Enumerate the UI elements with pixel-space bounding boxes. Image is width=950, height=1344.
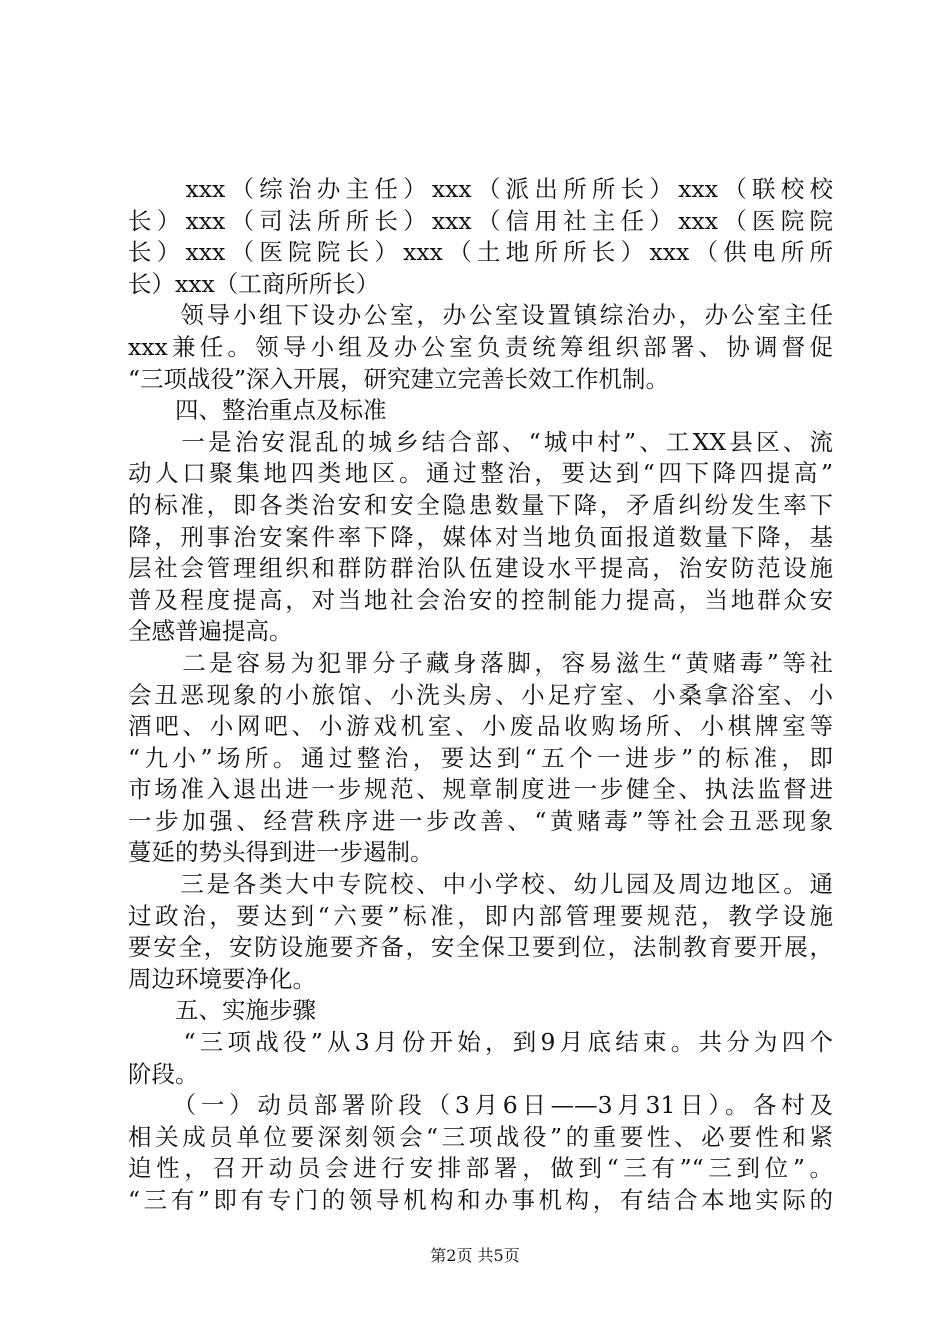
- text-line: “三项战役”从3月份开始，到9月底结束。共分为四个: [128, 1028, 833, 1057]
- text-line: 降，刑事治安案件率下降，媒体对当地负面报道数量下降，基: [128, 522, 833, 551]
- text-line: “九小”场所。通过整治，要达到“五个一进步”的标准，即: [128, 743, 833, 772]
- document-body: [128, 174, 833, 1217]
- text-line: 领导小组下设办公室，办公室设置镇综治办，办公室主任: [128, 301, 833, 330]
- text-line: 市场准入退出进一步规范、规章制度进一步健全、执法监督进: [128, 775, 833, 804]
- text-line: xxx（综治办主任）xxx（派出所所长）xxx（联校校: [128, 175, 833, 203]
- text-line: 要安全，安防设施要齐备，安全保卫要到位，法制教育要开展，: [128, 933, 833, 962]
- text-line: 一是治安混乱的城乡结合部、“城中村”、工XX县区、流: [128, 427, 833, 456]
- text-line: 普及程度提高，对当地社会治安的控制能力提高，当地群众安: [128, 585, 833, 614]
- text-line: 动人口聚集地四类地区。通过整治，要达到“四下降四提高”: [128, 459, 833, 488]
- text-line: 酒吧、小网吧、小游戏机室、小废品收购场所、小棋牌室等: [128, 712, 833, 741]
- text-line: 五、实施步骤: [128, 996, 316, 1025]
- text-line: 会丑恶现象的小旅馆、小洗头房、小足疗室、小桑拿浴室、小: [128, 680, 833, 709]
- text-line: 周边环境要净化。: [128, 964, 316, 993]
- text-line: 过政治，要达到“六要”标准，即内部管理要规范，教学设施: [128, 901, 833, 930]
- text-line: 的标准，即各类治安和安全隐患数量下降，矛盾纠纷发生率下: [128, 490, 833, 519]
- text-line: （一）动员部署阶段（3月6日——3月31日）。各村及: [128, 1091, 833, 1120]
- text-line: 阶段。: [128, 1059, 199, 1088]
- text-line: 三是各类大中专院校、中小学校、幼儿园及周边地区。通: [128, 870, 833, 899]
- text-line: xxx兼任。领导小组及办公室负责统筹组织部署、协调督促: [128, 332, 833, 361]
- text-line: 长）xxx（工商所所长）: [128, 269, 380, 298]
- text-line: 长）xxx（医院院长）xxx（土地所所长）xxx（供电所所: [128, 238, 833, 267]
- text-line: 层社会管理组织和群防群治队伍建设水平提高，治安防范设施: [128, 554, 833, 583]
- text-line: “三有”即有专门的领导机构和办事机构，有结合本地实际的: [128, 1186, 833, 1214]
- text-line: 四、整治重点及标准: [128, 396, 387, 425]
- text-line: 长）xxx（司法所所长）xxx（信用社主任）xxx（医院院: [128, 206, 833, 235]
- text-line: 迫性，召开动员会进行安排部署，做到“三有”“三到位”。: [128, 1154, 833, 1183]
- text-line: “三项战役”深入开展，研究建立完善长效工作机制。: [128, 364, 670, 393]
- text-line: 相关成员单位要深刻领会“三项战役”的重要性、必要性和紧: [128, 1122, 833, 1151]
- text-line: 蔓延的势头得到进一步遏制。: [128, 838, 434, 867]
- text-line: 一步加强、经营秩序进一步改善、“黄赌毒”等社会丑恶现象: [128, 806, 833, 835]
- text-line: 全感普遍提高。: [128, 617, 293, 646]
- page-footer: 第2页 共5页: [430, 1246, 520, 1265]
- text-line: 二是容易为犯罪分子藏身落脚，容易滋生“黄赌毒”等社: [128, 648, 833, 677]
